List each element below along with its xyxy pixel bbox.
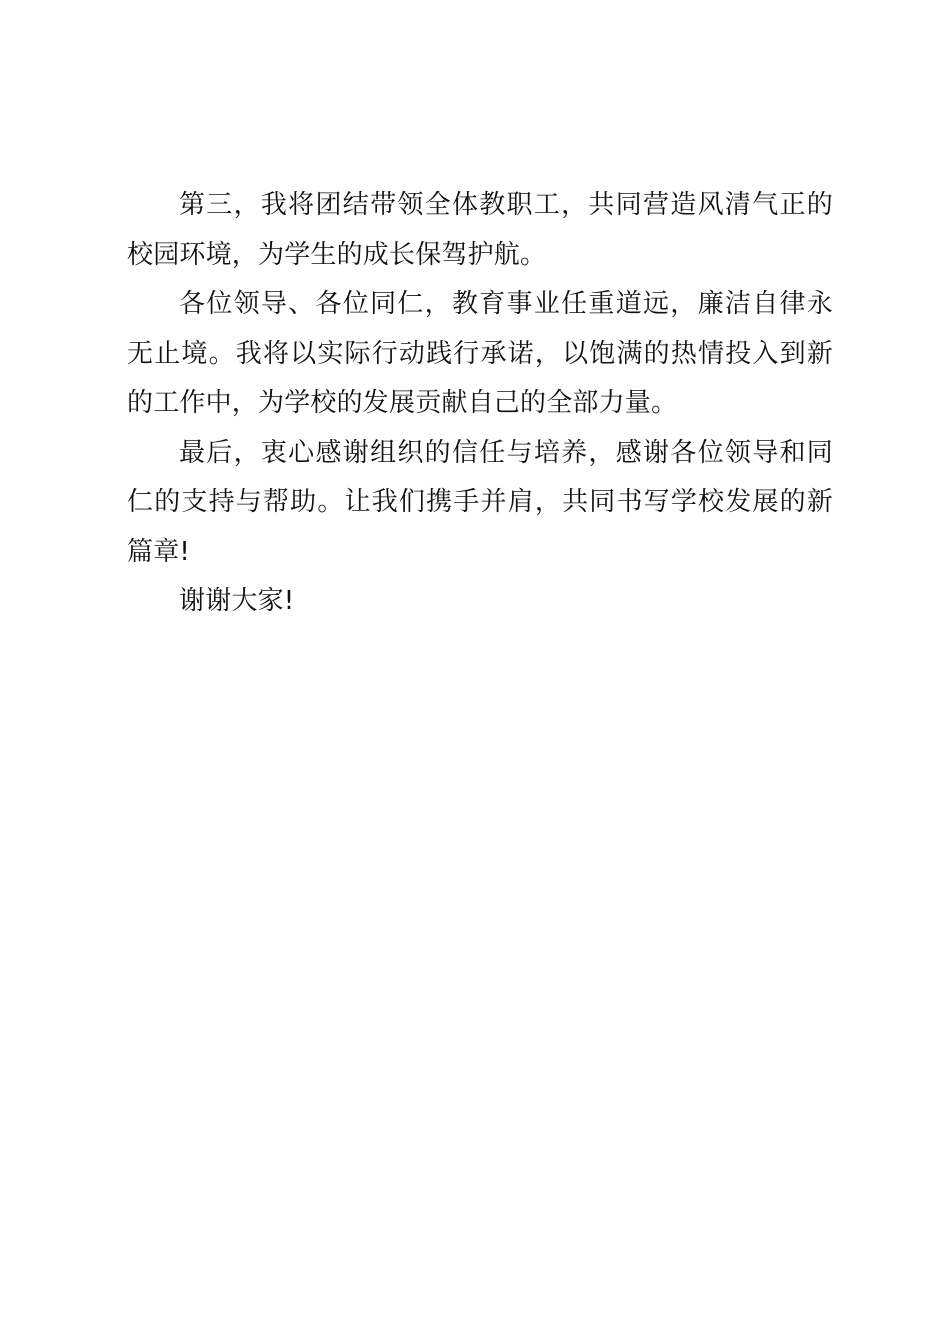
paragraph-third-point: 第三，我将团结带领全体教职工，共同营造风清气正的校园环境，为学生的成长保驾护航。 — [127, 190, 833, 270]
document-body — [127, 181, 833, 627]
paragraph-thanks: 最后，衷心感谢组织的信任与培养，感谢各位领导和同仁的支持与帮助。让我们携手并肩，共同书写学校发展的新篇章! — [127, 437, 833, 567]
paragraph-closing: 谢谢大家! — [179, 586, 295, 616]
paragraph-commitment: 各位领导、各位同仁，教育事业任重道远，廉洁自律永无止境。我将以实际行动践行承诺，以饱满的热情投入到新的工作中，为学校的发展贡献自己的全部力量。 — [127, 289, 833, 418]
